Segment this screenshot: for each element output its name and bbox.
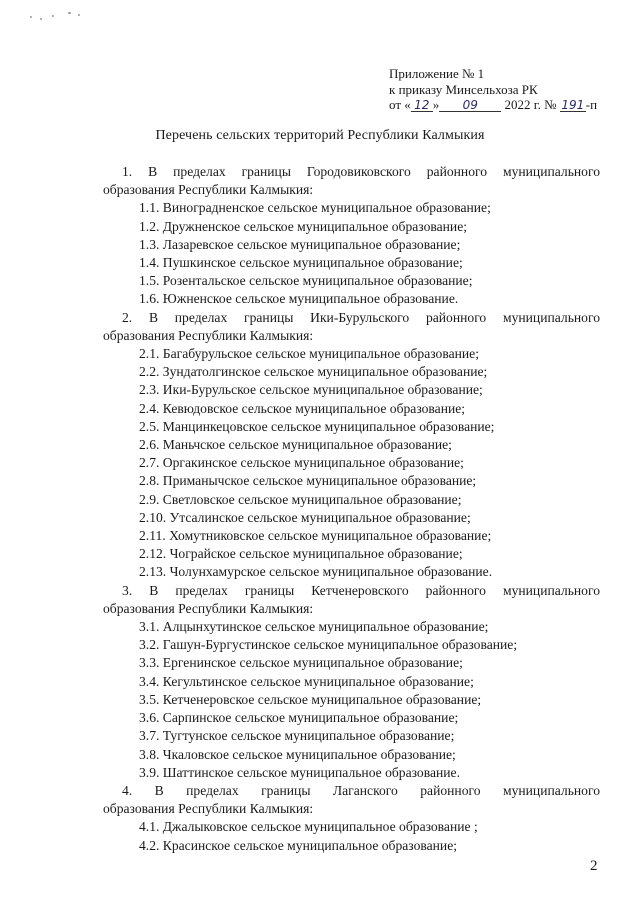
section-lead [103,309,600,345]
section-lead-line: образования Республики Калмыкия: [103,327,314,343]
section-lead-line: образования Республики Калмыкия: [103,182,314,198]
document-title: Перечень сельских территорий Республики Калмыкия [155,128,485,143]
date-mid: » [432,97,440,112]
section-lead [103,582,600,618]
appendix-header [389,66,629,114]
list-item: 3.4. Кегультинское сельское муниципальное образование; [139,673,474,689]
list-item: 2.4. Кевюдовское сельское муниципальное образование; [139,400,466,416]
list-item: 2.10. Утсалинское сельское муниципальное образование; [139,509,471,525]
list-item: 3.7. Тугтунское сельское муниципальное образование; [139,728,455,744]
list-item: 3.6. Сарпинское сельское муниципальное образование; [139,710,459,726]
handwritten-order-number: 191 [561,98,585,112]
section-lead-line: 4. В пределах границы Лаганского районного муниципального [122,782,600,798]
list-item: 3.9. Шаттинское сельское муниципальное образование. [139,764,460,780]
section-lead-line: 2. В пределах границы Ики-Бурульского районного муниципального [122,309,600,325]
section-lead-line: 1. В пределах границы Городовиковского районного муниципального [122,164,600,179]
list-item: 2.9. Светловское сельское муниципальное образование; [139,491,462,507]
list-item: 3.3. Ергенинское сельское муниципальное образование; [139,655,463,671]
list-item: 4.1. Джалыковское сельское муниципальное образование ; [139,819,478,835]
list-item: 1.5. Розентальское сельское муниципальное образование; [139,273,473,289]
list-item: 2.1. Багабурульское сельское муниципальное образование; [139,346,479,362]
list-item: 1.2. Дружненское сельское муниципальное образование; [139,218,468,234]
list-item: 2.6. Маньчское сельское муниципальное образование; [139,437,452,453]
date-year: 2022 г. № [504,97,557,112]
list-item: 1.1. Виноградненское сельское муниципальное образование; [139,200,491,216]
list-item: 3.1. Алцынхутинское сельское муниципальное образование; [139,619,489,635]
order-date-line [389,97,629,114]
list-item: 2.3. Ики-Бурульское сельское муниципальное образование; [139,382,483,398]
page-number: 2 [590,858,598,874]
handwritten-month: 09 [439,98,501,114]
order-reference: к приказу Минсельхоза РК [389,81,538,97]
list-item: 3.5. Кетченеровское сельское муниципальное образование; [139,691,482,707]
section-lead-line: 3. В пределах границы Кетченеровского районного муниципального [122,582,600,598]
appendix-label: Приложение № 1 [389,66,485,81]
handwritten-day: 12 [411,98,433,114]
order-suffix: -п [585,97,598,112]
list-item: 1.6. Южненское сельское муниципальное образование. [139,291,459,307]
territory-list [103,163,600,855]
list-item: 3.2. Гашун-Бургустинское сельское муниципальное образование; [139,637,518,653]
list-item: 2.8. Приманычское сельское муниципальное образование; [139,473,477,489]
list-item: 2.2. Зундатолгинское сельское муниципальное образование; [139,364,488,380]
list-item: 4.2. Красинское сельское муниципальное образование; [139,837,458,853]
list-item: 3.8. Чкаловское сельское муниципальное образование; [139,746,456,762]
list-item: 2.13. Чолунхамурское сельское муниципальное образование. [139,564,493,580]
section-lead [103,163,600,199]
list-item: 2.7. Оргакинское сельское муниципальное образование; [139,455,464,471]
list-item: 1.3. Лазаревское сельское муниципальное образование; [139,236,461,252]
date-prefix: от « [389,97,411,112]
section-lead [103,782,600,818]
list-item: 2.12. Чограйское сельское муниципальное образование; [139,546,463,562]
list-item: 2.11. Хомутниковское сельское муниципальное образование; [139,528,492,544]
section-lead-line: образования Республики Калмыкия: [103,801,314,817]
list-item: 1.4. Пушкинское сельское муниципальное образование; [139,255,463,271]
scan-specks [30,10,90,24]
section-lead-line: образования Республики Калмыкия: [103,600,314,616]
list-item: 2.5. Манцинкецовское сельское муниципальное образование; [139,418,495,434]
